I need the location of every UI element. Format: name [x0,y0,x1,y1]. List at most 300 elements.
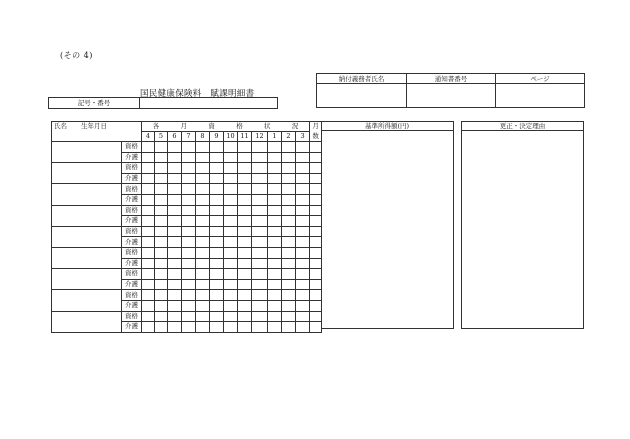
month-count-cell[interactable] [310,163,322,174]
month-cell[interactable] [282,247,296,258]
care-row-label: 介護 [122,300,142,311]
month-cell[interactable] [155,290,168,301]
month-count-cell[interactable] [310,258,322,269]
month-cell[interactable] [142,163,155,174]
month-cell[interactable] [142,184,155,195]
month-cell[interactable] [168,290,182,301]
month-cell[interactable] [252,247,268,258]
month-cell[interactable] [155,173,168,184]
month-cell[interactable] [196,194,210,205]
month-cell[interactable] [182,290,196,301]
qualification-row-label: 資格 [122,269,142,280]
month-header: 5 [155,132,168,142]
month-cell[interactable] [182,194,196,205]
month-cell[interactable] [224,269,238,280]
month-cell[interactable] [155,226,168,237]
month-cell[interactable] [196,322,210,333]
month-cell[interactable] [182,152,196,163]
month-cell[interactable] [252,290,268,301]
month-cell[interactable] [168,311,182,322]
month-cell[interactable] [282,205,296,216]
month-cell[interactable] [296,173,310,184]
person-name-field[interactable] [52,226,122,247]
payer-name-field[interactable] [317,84,407,108]
month-cell[interactable] [238,269,252,280]
month-cell[interactable] [196,152,210,163]
month-cell[interactable] [238,184,252,195]
month-cell[interactable] [296,184,310,195]
month-cell[interactable] [252,311,268,322]
month-cell[interactable] [210,322,224,333]
month-cell[interactable] [196,279,210,290]
status-header-char: 格 [236,122,243,130]
month-cell[interactable] [282,290,296,301]
month-cell[interactable] [282,258,296,269]
month-count-cell[interactable] [310,184,322,195]
month-cell[interactable] [182,279,196,290]
month-cell[interactable] [142,322,155,333]
month-cell[interactable] [296,205,310,216]
month-cell[interactable] [155,142,168,153]
name-birth-header [52,122,142,142]
month-cell[interactable] [252,237,268,248]
month-cell[interactable] [196,216,210,227]
month-header: 10 [224,132,238,142]
table-row [52,269,322,280]
month-cell[interactable] [238,205,252,216]
month-cell[interactable] [155,311,168,322]
month-count-cell[interactable] [310,300,322,311]
page-number: (その 4) [60,51,93,60]
month-cell[interactable] [196,163,210,174]
page-field[interactable] [496,84,585,108]
month-cell[interactable] [252,152,268,163]
month-cell[interactable] [182,300,196,311]
month-cell[interactable] [224,237,238,248]
care-row-label: 介護 [122,237,142,248]
status-header-char: 状 [264,122,271,130]
month-cell[interactable] [155,205,168,216]
month-cell[interactable] [282,269,296,280]
month-cell[interactable] [238,194,252,205]
person-name-field[interactable] [52,269,122,290]
status-header-char: 資 [208,122,215,130]
month-cell[interactable] [182,173,196,184]
month-cell[interactable] [210,205,224,216]
month-cell[interactable] [142,258,155,269]
month-cell[interactable] [210,237,224,248]
table-row [52,163,322,174]
month-cell[interactable] [252,269,268,280]
month-count-cell[interactable] [310,247,322,258]
month-cell[interactable] [182,269,196,280]
month-cell[interactable] [252,142,268,153]
month-cell[interactable] [142,142,155,153]
document-title: 国民健康保険料 賦課明細書 [140,89,255,99]
month-cell[interactable] [182,163,196,174]
month-cell[interactable] [142,194,155,205]
month-cell[interactable] [268,142,282,153]
id-number-field[interactable] [140,98,277,108]
month-cell[interactable] [196,269,210,280]
month-cell[interactable] [268,290,282,301]
month-cell[interactable] [268,173,282,184]
month-cell[interactable] [196,173,210,184]
month-cell[interactable] [268,194,282,205]
month-count-cell[interactable] [310,152,322,163]
month-count-cell[interactable] [310,290,322,301]
care-row-label: 介護 [122,216,142,227]
month-cell[interactable] [252,258,268,269]
month-cell[interactable] [224,247,238,258]
qualification-row-label: 資格 [122,247,142,258]
month-cell[interactable] [252,216,268,227]
month-cell[interactable] [252,194,268,205]
month-count-cell[interactable] [310,269,322,280]
month-cell[interactable] [296,237,310,248]
name-label: 氏名 [54,122,67,130]
month-cell[interactable] [282,279,296,290]
month-cell[interactable] [252,226,268,237]
month-cell[interactable] [210,269,224,280]
month-count-cell[interactable] [310,237,322,248]
month-cell[interactable] [252,322,268,333]
table-row [52,226,322,237]
month-cell[interactable] [268,163,282,174]
month-cell[interactable] [155,194,168,205]
month-cell[interactable] [155,279,168,290]
month-cell[interactable] [268,269,282,280]
month-cell[interactable] [155,300,168,311]
month-cell[interactable] [252,205,268,216]
month-cell[interactable] [168,300,182,311]
month-cell[interactable] [210,247,224,258]
month-cell[interactable] [296,163,310,174]
month-cell[interactable] [296,322,310,333]
month-cell[interactable] [142,247,155,258]
id-number-label: 記号・番号 [49,98,140,108]
person-name-field[interactable] [52,290,122,311]
month-cell[interactable] [224,163,238,174]
status-header-char: 月 [180,122,188,130]
month-cell[interactable] [268,237,282,248]
month-cell[interactable] [252,279,268,290]
month-cell[interactable] [196,142,210,153]
month-cell[interactable] [196,247,210,258]
month-cell[interactable] [268,258,282,269]
month-cell[interactable] [238,247,252,258]
month-cell[interactable] [155,258,168,269]
month-header: 9 [210,132,224,142]
month-header: 1 [268,132,282,142]
care-row-label: 介護 [122,258,142,269]
month-cell[interactable] [168,184,182,195]
month-cell[interactable] [210,279,224,290]
person-name-field[interactable] [52,205,122,226]
person-name-field[interactable] [52,311,122,332]
month-cell[interactable] [142,226,155,237]
month-cell[interactable] [142,290,155,301]
month-cell[interactable] [210,142,224,153]
month-cell[interactable] [142,300,155,311]
month-cell[interactable] [196,311,210,322]
month-cell[interactable] [282,322,296,333]
month-cell[interactable] [196,226,210,237]
table-row [52,311,322,322]
month-cell[interactable] [224,173,238,184]
month-cell[interactable] [155,152,168,163]
month-cell[interactable] [268,226,282,237]
month-cell[interactable] [142,216,155,227]
month-cell[interactable] [142,237,155,248]
month-cell[interactable] [238,300,252,311]
payer-info-table [316,73,585,108]
month-cell[interactable] [142,152,155,163]
month-header: 4 [142,132,155,142]
month-cell[interactable] [155,269,168,280]
month-cell[interactable] [182,237,196,248]
month-cell[interactable] [182,311,196,322]
month-cell[interactable] [182,258,196,269]
person-name-field[interactable] [52,184,122,205]
month-cell[interactable] [296,216,310,227]
month-cell[interactable] [168,194,182,205]
month-header: 3 [296,132,310,142]
month-cell[interactable] [182,226,196,237]
month-cell[interactable] [282,184,296,195]
month-cell[interactable] [168,152,182,163]
month-cell[interactable] [282,163,296,174]
month-cell[interactable] [142,269,155,280]
month-cell[interactable] [224,290,238,301]
month-cell[interactable] [252,173,268,184]
month-cell[interactable] [238,152,252,163]
table-row [52,247,322,258]
month-cell[interactable] [182,216,196,227]
month-cell[interactable] [168,216,182,227]
month-cell[interactable] [196,184,210,195]
month-cell[interactable] [282,237,296,248]
month-cell[interactable] [210,300,224,311]
month-cell[interactable] [268,247,282,258]
month-cell[interactable] [196,237,210,248]
month-cell[interactable] [238,163,252,174]
month-count-cell[interactable] [310,311,322,322]
month-cell[interactable] [210,173,224,184]
notice-number-header: 通知書番号 [407,74,496,84]
month-count-cell[interactable] [310,226,322,237]
month-cell[interactable] [168,237,182,248]
page-header: ページ [496,74,585,84]
month-cell[interactable] [296,258,310,269]
month-cell[interactable] [182,247,196,258]
month-cell[interactable] [282,216,296,227]
qualification-row-label: 資格 [122,290,142,301]
month-cell[interactable] [168,247,182,258]
month-count-header-top: 月 [310,122,322,132]
month-cell[interactable] [224,322,238,333]
month-cell[interactable] [224,205,238,216]
month-cell[interactable] [252,300,268,311]
month-cell[interactable] [155,163,168,174]
month-cell[interactable] [238,258,252,269]
month-count-cell[interactable] [310,216,322,227]
correction-reason-header: 更正・決定理由 [462,122,583,131]
month-header: 7 [182,132,196,142]
month-cell[interactable] [282,311,296,322]
month-cell[interactable] [238,290,252,301]
table-row [52,142,322,153]
month-cell[interactable] [296,194,310,205]
month-cell[interactable] [296,247,310,258]
month-header: 6 [168,132,182,142]
month-cell[interactable] [224,279,238,290]
month-cell[interactable] [168,173,182,184]
month-cell[interactable] [155,184,168,195]
month-cell[interactable] [268,205,282,216]
month-cell[interactable] [168,269,182,280]
month-cell[interactable] [296,269,310,280]
month-header: 12 [252,132,268,142]
month-cell[interactable] [210,226,224,237]
month-cell[interactable] [168,258,182,269]
month-cell[interactable] [142,173,155,184]
month-cell[interactable] [210,184,224,195]
base-income-column [321,121,454,329]
status-header-char: 況 [291,122,299,130]
month-cell[interactable] [282,226,296,237]
month-cell[interactable] [268,152,282,163]
month-cell[interactable] [182,322,196,333]
care-row-label: 介護 [122,194,142,205]
month-cell[interactable] [168,163,182,174]
month-cell[interactable] [224,226,238,237]
qualification-row-label: 資格 [122,184,142,195]
month-cell[interactable] [238,279,252,290]
month-header: 2 [282,132,296,142]
qualification-row-label: 資格 [122,163,142,174]
month-count-cell[interactable] [310,279,322,290]
payer-name-header: 納付義務者氏名 [317,74,407,84]
month-count-cell[interactable] [310,173,322,184]
month-cell[interactable] [182,205,196,216]
month-cell[interactable] [210,152,224,163]
month-header: 8 [196,132,210,142]
table-row [52,290,322,301]
month-cell[interactable] [224,311,238,322]
month-cell[interactable] [224,258,238,269]
month-cell[interactable] [268,311,282,322]
month-cell[interactable] [224,184,238,195]
base-income-header: 基準所得額(円) [321,122,453,131]
month-cell[interactable] [268,216,282,227]
month-cell[interactable] [224,300,238,311]
month-cell[interactable] [196,258,210,269]
month-cell[interactable] [296,142,310,153]
month-cell[interactable] [142,279,155,290]
month-cell[interactable] [268,184,282,195]
month-cell[interactable] [238,237,252,248]
month-cell[interactable] [224,142,238,153]
month-count-cell[interactable] [310,205,322,216]
table-row [52,184,322,195]
month-cell[interactable] [296,152,310,163]
month-count-cell[interactable] [310,194,322,205]
month-cell[interactable] [238,216,252,227]
month-cell[interactable] [168,322,182,333]
month-cell[interactable] [224,216,238,227]
care-row-label: 介護 [122,152,142,163]
month-cell[interactable] [182,142,196,153]
month-cell[interactable] [210,194,224,205]
id-number-box [48,97,278,109]
month-cell[interactable] [296,226,310,237]
month-cell[interactable] [210,216,224,227]
month-cell[interactable] [268,300,282,311]
qualification-row-label: 資格 [122,142,142,153]
month-cell[interactable] [196,300,210,311]
person-name-field[interactable] [52,247,122,268]
care-row-label: 介護 [122,279,142,290]
month-cell[interactable] [296,311,310,322]
month-count-cell[interactable] [310,322,322,333]
month-cell[interactable] [282,173,296,184]
month-cell[interactable] [196,290,210,301]
month-cell[interactable] [296,300,310,311]
month-cell[interactable] [238,142,252,153]
notice-number-field[interactable] [407,84,496,108]
month-count-cell[interactable] [310,142,322,153]
month-cell[interactable] [155,247,168,258]
month-cell[interactable] [168,205,182,216]
month-cell[interactable] [282,300,296,311]
month-cell[interactable] [238,226,252,237]
month-cell[interactable] [252,163,268,174]
month-cell[interactable] [142,205,155,216]
birth-date-label: 生年月日 [81,122,107,130]
month-cell[interactable] [268,322,282,333]
month-cell[interactable] [168,279,182,290]
month-cell[interactable] [282,194,296,205]
qualification-row-label: 資格 [122,311,142,322]
month-cell[interactable] [238,322,252,333]
month-cell[interactable] [168,142,182,153]
person-name-field[interactable] [52,163,122,184]
month-cell[interactable] [210,258,224,269]
month-cell[interactable] [268,279,282,290]
month-cell[interactable] [282,152,296,163]
month-cell[interactable] [224,152,238,163]
month-cell[interactable] [296,279,310,290]
month-cell[interactable] [155,216,168,227]
month-cell[interactable] [296,290,310,301]
month-cell[interactable] [168,226,182,237]
person-name-field[interactable] [52,142,122,163]
month-cell[interactable] [282,142,296,153]
month-cell[interactable] [142,311,155,322]
month-cell[interactable] [224,194,238,205]
month-cell[interactable] [252,184,268,195]
month-cell[interactable] [210,311,224,322]
month-cell[interactable] [210,290,224,301]
month-cell[interactable] [238,311,252,322]
month-cell[interactable] [155,237,168,248]
month-cell[interactable] [210,163,224,174]
month-cell[interactable] [182,184,196,195]
month-cell[interactable] [238,173,252,184]
month-cell[interactable] [196,205,210,216]
month-cell[interactable] [155,322,168,333]
